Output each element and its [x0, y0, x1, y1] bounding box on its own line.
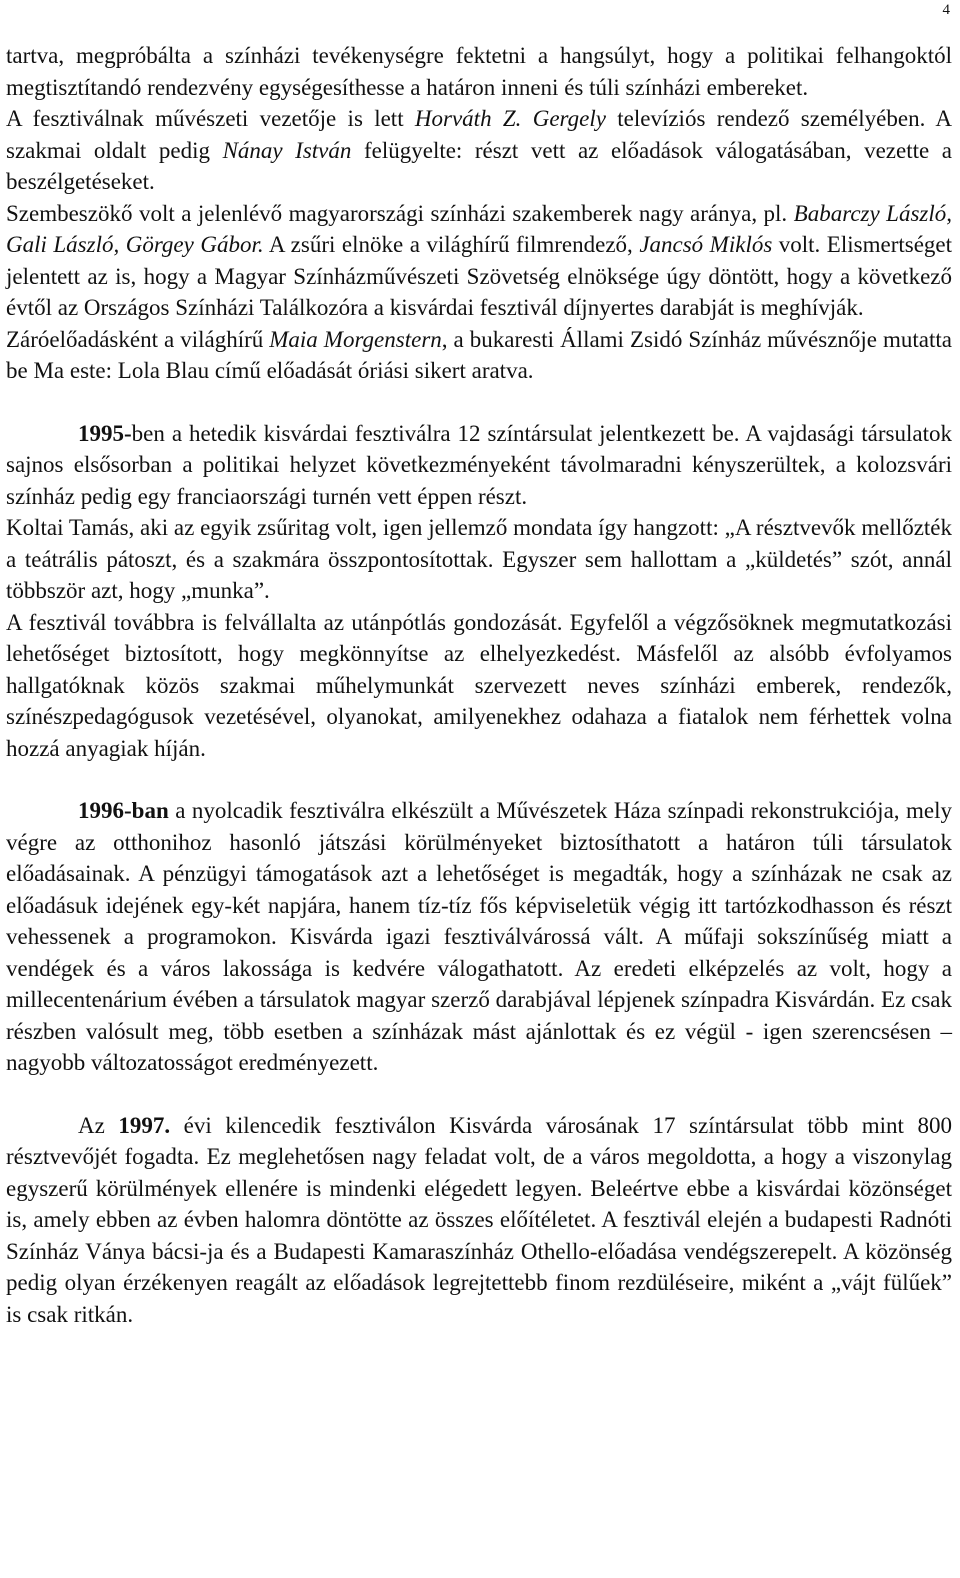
- person-name: Maia Morgenstern: [269, 326, 442, 352]
- paragraph-text: Az: [78, 1112, 119, 1138]
- paragraph-text: A fesztiválnak művészeti vezetője is lett: [6, 106, 415, 131]
- paragraph-text: , a bukaresti Állami Zsidó Színház művésznője mutatta be Ma este: Lola Blau című előadását óriási sikert aratva.: [6, 326, 952, 383]
- person-name: Horváth Z. Gergely: [414, 106, 606, 131]
- paragraph-7: [6, 607, 952, 765]
- paragraph-text: A fesztivál továbbra is felvállalta az utánpótlás gondozását. Egyfelől a végzősöknek megmutatkozási lehetőséget biztosított, hogy megkönnyítse az elhelyezkedést. Másfelől az alsóbb évfolyamos hallgatóknak közös szakmai műhelymunkát szervezett neves színházi emberek, rendezők, színészpedagógusok vezetésével, olyanokat, amilyenekhez odahaza a fiatalok nem férhettek volna hozzá anyagiak híján.: [6, 609, 952, 761]
- paragraph-text: tartva, megpróbálta a színházi tevékenységre fektetni a hangsúlyt, hogy a politikai felhangoktól megtisztítandó rendezvény egységesíthesse a határon inneni és túli színházi embereket.: [6, 43, 952, 100]
- paragraph-text: a nyolcadik fesztiválra elkészült a Művészetek Háza színpadi rekonstrukciója, mely végre az otthonihoz hasonló játszási körülményeket biztosíthatott a határon túli társulatok előadásainak. A pénzügyi támogatások azt a lehetőséget is megadták, hogy a színházak ne csak az előadásuk idejének egy-két napjára, hanem tíz-tíz fős képviseletük végig itt tartózkodhasson és részt vehessenek a programokon. Kisvárda igazi fesztiválvárossá vált. A műfaji sokszínűség miatt a vendégek és a város lakossága is kedvére válogathatott. Az eredeti elképzelés az volt, hogy a millecentenárium évében a társulatok magyar szerző darabjával lépjenek színpadra Kisvárdán. Ez csak részben valósult meg, több esetben a színházak mást ajánlottak és ez végül - igen szerencsésen – nagyobb változatosságot eredményezett.: [6, 798, 952, 1075]
- year-label: 1997.: [118, 1112, 171, 1138]
- paragraph-3: [6, 198, 952, 324]
- paragraph-text: A zsűri elnöke a világhírű filmrendező,: [263, 232, 640, 257]
- paragraph-text: volt. Elismertséget jelentett az is, hogy a Magyar Színházművészeti Szövetség elnöksége úgy döntött, hogy a következő évtől az Országos Színházi Találkozóra a kisvárdai fesztivál díjnyertes darabját is meghívják.: [6, 232, 952, 320]
- person-name: Jancsó Miklós: [639, 232, 773, 257]
- paragraph-text: Záróelőadásként a világhírű: [6, 326, 270, 352]
- year-label: 1995-: [78, 420, 132, 446]
- paragraph-5: [6, 418, 952, 513]
- paragraph-text: Szembeszökő volt a jelenlévő magyarországi színházi szakemberek nagy aránya, pl.: [6, 200, 794, 226]
- document-body: [6, 40, 952, 1330]
- year-label: 1996-ban: [78, 798, 169, 823]
- paragraph-6: [6, 512, 952, 607]
- person-names: Babarczy László, Gali László, Görgey Gábor.: [6, 200, 952, 257]
- paragraph-text: felügyelte: részt vett az előadások válogatásában, vezette a beszélgetéseket.: [6, 137, 952, 194]
- paragraph-text: évi kilencedik fesztiválon Kisvárda városának 17 színtársulat több mint 800 résztvevőjét fogadta. Ez meglehetősen nagy feladat volt, de a város megoldotta, a hogy a viszonylag egyszerű körülmények ellenére is mindenki elégedett legyen. Beleértve ebbe a kisvárdai közönséget is, amely ebben az évben halomra döntötte az összes előítéletet. A fesztivál elején a budapesti Radnóti Színház Ványa bácsi-ja és a Budapesti Kamaraszínház Othello-előadása vendégszerepelt. A közönség pedig olyan érzékenyen reagált az előadások legrejtettebb finom rezdüléseire, miként a „vájt fülűek” is csak ritkán.: [6, 1112, 952, 1327]
- person-name: Nánay István: [222, 137, 352, 163]
- paragraph-text: televíziós rendező személyében. A szakmai oldalt pedig: [6, 106, 952, 163]
- paragraph-2: [6, 103, 952, 198]
- paragraph-8: [6, 795, 952, 1079]
- paragraph-9: [6, 1110, 952, 1331]
- paragraph-1: [6, 40, 952, 103]
- paragraph-4: [6, 324, 952, 387]
- paragraph-text: ben a hetedik kisvárdai fesztiválra 12 színtársulat jelentkezett be. A vajdasági társulatok sajnos elsősorban a politikai helyzet következményeként távolmaradni kényszerültek, a kolozsvári színház pedig egy franciaországi turnén vett éppen részt.: [6, 420, 952, 509]
- page-number: 4: [942, 2, 950, 18]
- paragraph-text: Koltai Tamás, aki az egyik zsűritag volt, igen jellemző mondata így hangzott: „A résztvevők mellőzték a teátrális pátoszt, és a szakmára összpontosítottak. Egyszer sem hallottam a „küldetés” szót, annál többször azt, hogy „munka”.: [6, 515, 952, 603]
